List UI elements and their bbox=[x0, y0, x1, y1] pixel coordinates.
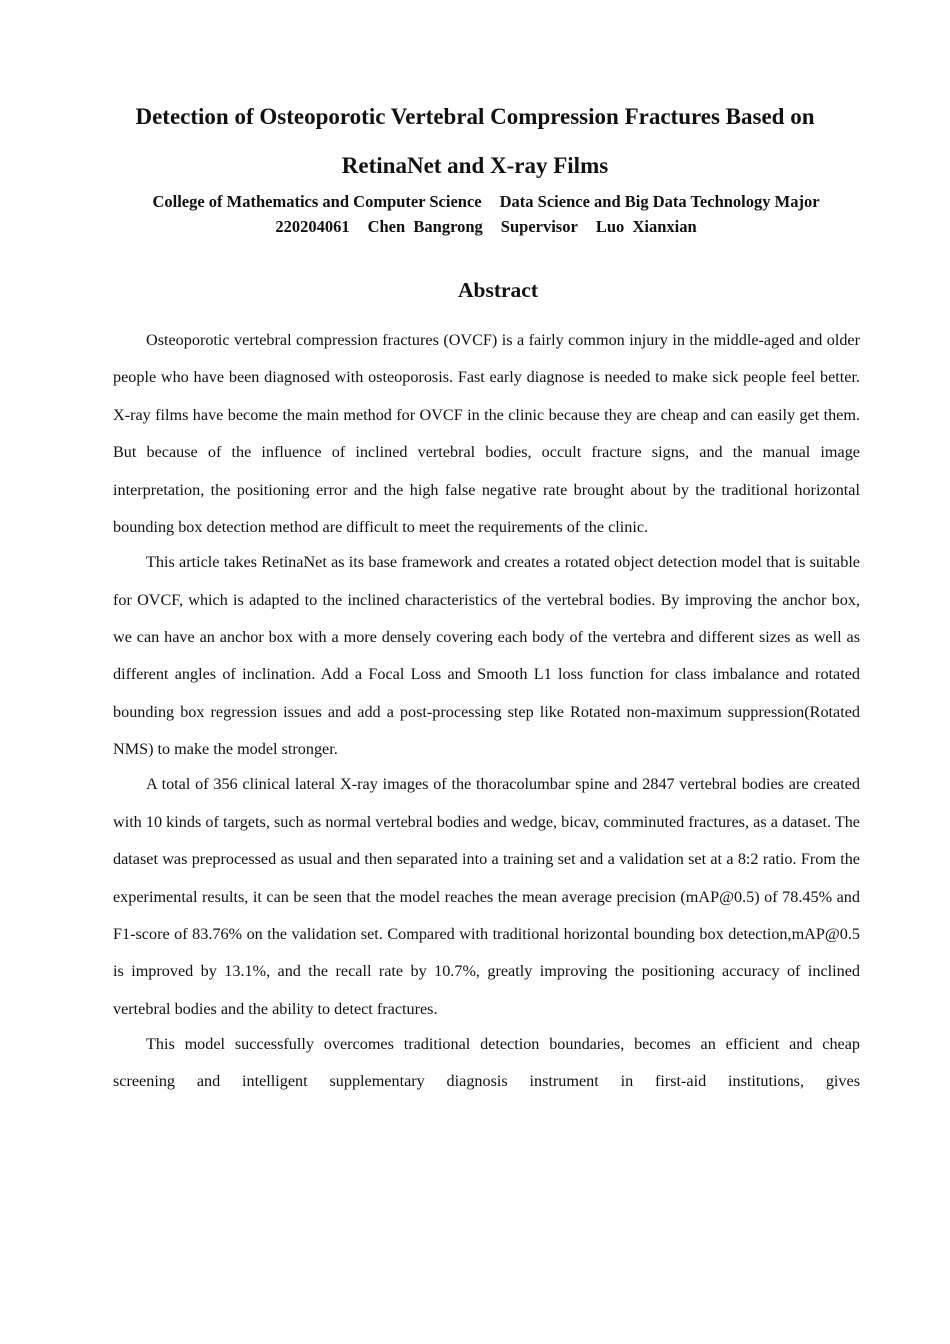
major-name: Data Science and Big Data Technology Major bbox=[499, 192, 820, 211]
abstract-paragraph-1: Osteoporotic vertebral compression fractures (OVCF) is a fairly common injury in the middle-aged and older people who have been diagnosed with osteoporosis. Fast early diagnose is needed to make sick people feel better. X-ray films have become the main method for OVCF in the clinic because they are cheap and can easily get them. But because of the influence of inclined vertebral bodies, occult fracture signs, and the manual image interpretation, the positioning error and the high false negative rate brought about by the traditional horizontal bounding box detection method are difficult to meet the requirements of the clinic. bbox=[113, 331, 860, 537]
affiliation-line-1 bbox=[80, 194, 892, 211]
abstract-paragraph-4: This model successfully overcomes traditional detection boundaries, becomes an efficient and cheap screening and intelligent supplementary diagnosis instrument in first-aid institutions, gives bbox=[113, 1034, 860, 1091]
affiliation-line-2 bbox=[80, 219, 892, 236]
abstract-body bbox=[113, 322, 860, 1101]
abstract-paragraph-2: This article takes RetinaNet as its base framework and creates a rotated object detection model that is suitable for OVCF, which is adapted to the inclined characteristics of the vertebral bodies. By improving the anchor box, we can have an anchor box with a more densely covering each body of the vertebra and different sizes as well as different angles of inclination. Add a Focal Loss and Smooth L1 loss function for class imbalance and rotated bounding box regression issues and add a post-processing step like Rotated non-maximum suppression(Rotated NMS) to make the model stronger. bbox=[113, 553, 860, 759]
supervisor-label: Supervisor bbox=[500, 217, 578, 236]
abstract-heading: Abstract bbox=[457, 278, 538, 302]
abstract-paragraph-3: A total of 356 clinical lateral X-ray images of the thoracolumbar spine and 2847 vertebral bodies are created with 10 kinds of targets, such as normal vertebral bodies and wedge, bicav, comminuted fractures, as a dataset. The dataset was preprocessed as usual and then separated into a training set and a validation set at a 8:2 ratio. From the experimental results, it can be seen that the model reaches the mean average precision (mAP@0.5) of 78.45% and F1-score of 83.76% on the validation set. Compared with traditional horizontal bounding box detection,mAP@0.5 is improved by 13.1%, and the recall rate by 10.7%, greatly improving the positioning accuracy of inclined vertebral bodies and the ability to detect fractures. bbox=[113, 775, 860, 1018]
supervisor-name: Luo Xianxian bbox=[595, 217, 697, 236]
author-name: Chen Bangrong bbox=[367, 217, 483, 236]
paper-title-line-1: Detection of Osteoporotic Vertebral Compression Fractures Based on bbox=[135, 104, 815, 129]
paper-title-line-2: RetinaNet and X-ray Films bbox=[341, 153, 609, 178]
college-name: College of Mathematics and Computer Science bbox=[152, 192, 482, 211]
student-id: 220204061 bbox=[275, 217, 350, 236]
